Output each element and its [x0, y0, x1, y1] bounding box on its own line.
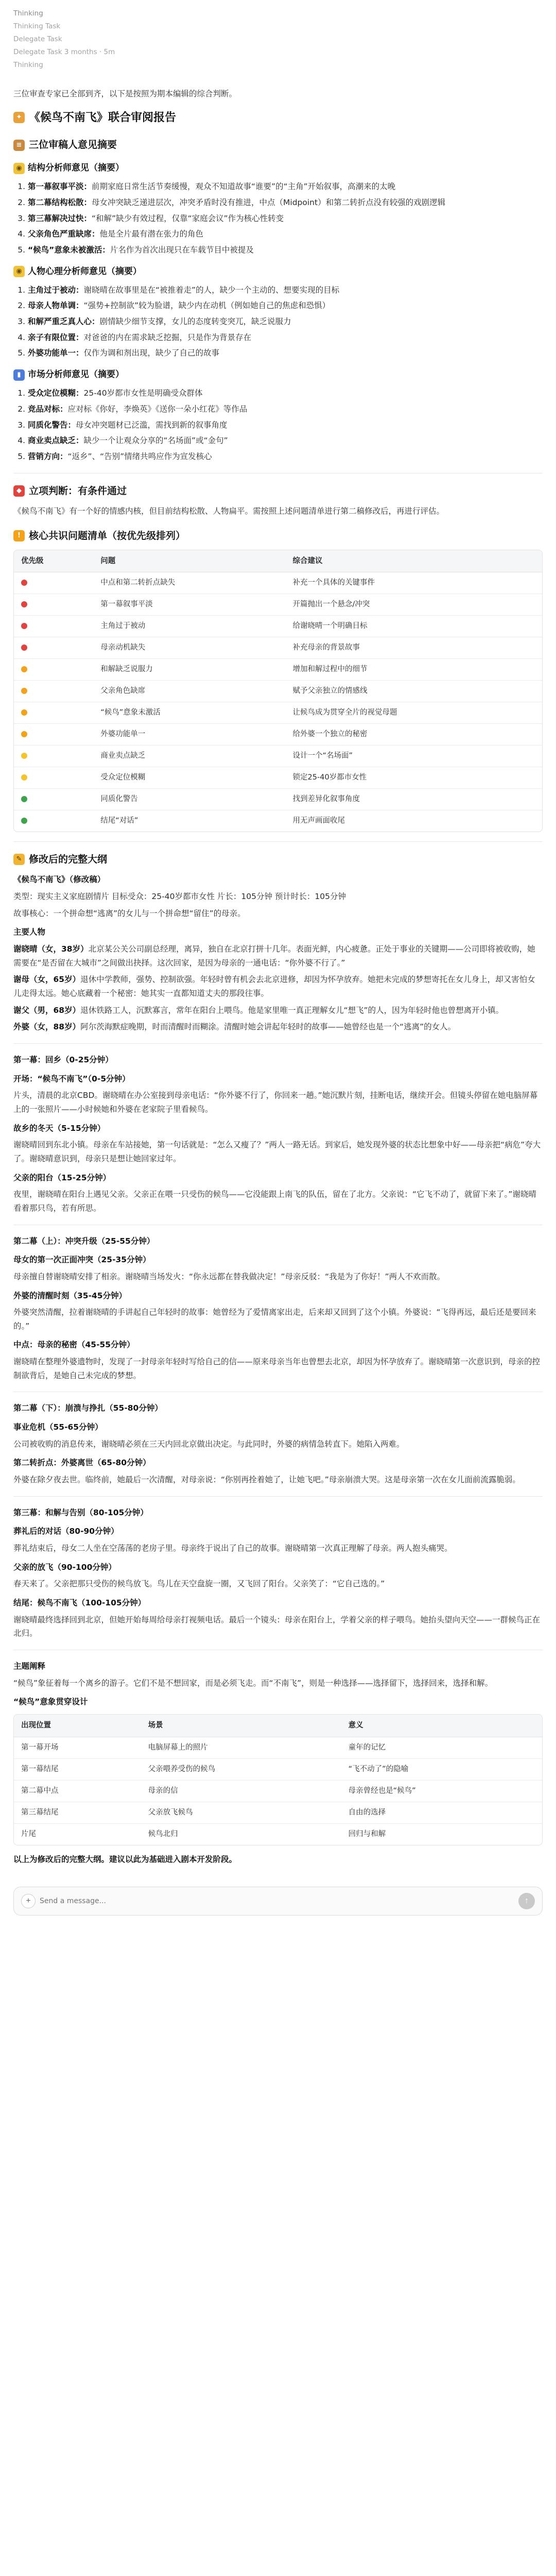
- outline-subtitle: 《候鸟不南飞》（修改稿）: [13, 875, 106, 885]
- issue-cell: 商业卖点缺乏: [93, 745, 285, 767]
- scene-heading: 第二转折点：外婆离世（65-80分钟）: [13, 1458, 151, 1468]
- motif-pos: 第一幕结尾: [14, 1758, 141, 1780]
- motif-scene: 父亲放飞候鸟: [141, 1802, 341, 1823]
- person-icon: ◉: [13, 266, 25, 277]
- intro-text: 三位审查专家已全部到齐，以下是按照为期本编辑的综合判断。: [13, 89, 237, 98]
- priority-dot-icon: [21, 818, 27, 824]
- motif-meaning: 母亲曾经也是“候鸟”: [341, 1780, 542, 1802]
- list-item: 4. 亲子有限位置：对爸爸的内在需求缺乏挖掘，只是作为背景存在: [28, 331, 543, 345]
- table-row: [14, 637, 542, 659]
- issue-cell: 受众定位模糊: [93, 767, 285, 788]
- list-item: 2. 竞品对标：应对标《你好，李焕英》《送你一朵小红花》等作品: [28, 402, 543, 416]
- motif-pos: 片尾: [21, 1829, 36, 1838]
- issue-cell: 中点和第二转折点缺失: [93, 572, 285, 594]
- send-button[interactable]: ↑: [518, 1893, 535, 1909]
- scene-text: 公司被收购的消息传来，谢晓晴必须在三天内回北京做出决定。与此同时，外婆的病情急转直下。她陷入两难。: [13, 1439, 405, 1449]
- fix-cell: 锁定25-40岁都市女性: [286, 767, 542, 788]
- pin-icon: ◆: [13, 485, 25, 497]
- priority-cell: [14, 767, 93, 788]
- table-header: 出现位置: [14, 1715, 141, 1737]
- list-item: 3. 同质化警告：母女冲突题材已泛滥，需找到新的叙事角度: [28, 418, 543, 432]
- table-row: [14, 1737, 542, 1758]
- verdict-text: 《候鸟不南飞》有一个好的情感内核，但目前结构松散、人物扁平。需按照上述问题清单进行第二稿修改后，再进行评估。: [13, 506, 445, 516]
- reviewer-c-list: [13, 386, 543, 463]
- divider: [13, 1496, 543, 1497]
- character-entry: [13, 942, 543, 970]
- list-item: 2. 母亲人物单调：“强势+控制欲”较为脸谱，缺少内在动机（例如她自己的焦虑和恐惧）: [28, 299, 543, 313]
- list-item: 3. 和解严重乏真人心：剧情缺少细节支撑，女儿的态度转变突兀，缺乏说服力: [28, 315, 543, 329]
- thinking-line[interactable]: Delegate Task: [13, 35, 62, 43]
- fix-cell: 增加和解过程中的细节: [286, 659, 542, 681]
- motif-meaning: 回归与和解: [348, 1829, 386, 1838]
- reviewer-b-title: ◉ 人物心理分析师意见（摘要）: [13, 264, 543, 279]
- table-row: [14, 1780, 542, 1802]
- priority-cell: [14, 745, 93, 767]
- scene-text: 春天来了。父亲把那只受伤的候鸟放飞。鸟儿在天空盘旋一圈，又飞回了阳台。父亲笑了：“它自己选的。”: [13, 1579, 385, 1589]
- scene-heading: 父亲的放飞（90-100分钟）: [13, 1562, 116, 1572]
- chart-icon: ▮: [13, 369, 25, 381]
- character-name: 谢父（男，68岁）: [13, 1005, 81, 1015]
- priority-dot-icon: [21, 645, 27, 651]
- thinking-line[interactable]: Thinking: [13, 9, 43, 18]
- outline-meta: 类型：现实主义家庭剧情片 目标受众：25-40岁都市女性 片长：105分钟 预计时长：105分钟: [13, 892, 346, 902]
- table-row: [14, 745, 542, 767]
- fix-cell: 赋予父亲独立的情感线: [286, 681, 542, 702]
- table-row: [14, 572, 542, 594]
- divider: [13, 841, 543, 842]
- thinking-line[interactable]: Delegate Task 3 months · 5m: [13, 47, 115, 56]
- character-entry: [13, 1020, 543, 1034]
- fix-cell: 补充母亲的背景故事: [286, 637, 542, 659]
- list-item: 1. 第一幕叙事平淡：前期家庭日常生活节奏缓慢，观众不知道故事“谁要”的“主角”开始叙事，高潮来的太晚: [28, 180, 543, 194]
- priority-dot-icon: [21, 731, 27, 737]
- motif-scene: 父亲喂养受伤的候鸟: [141, 1758, 341, 1780]
- motif-title: “候鸟”意象贯穿设计: [13, 1697, 88, 1707]
- table-row: [14, 1823, 542, 1844]
- thinking-log: [0, 0, 556, 77]
- table-row: [14, 767, 542, 788]
- character-name: 谢晓晴（女，38岁）: [13, 944, 89, 954]
- scene-text: 外婆突然清醒，拉着谢晓晴的手讲起自己年轻时的故事：她曾经为了爱情离家出走，后来却又回到了这个小镇。外婆说：“飞得再远，最后还是要回来的。”: [13, 1308, 536, 1331]
- act1-title: 第一幕：回乡（0-25分钟）: [13, 1055, 113, 1064]
- issue-cell: 主角过于被动: [93, 616, 285, 637]
- table-row: [14, 702, 542, 724]
- closing-text: 以上为修改后的完整大纲。建议以此为基础进入剧本开发阶段。: [13, 1854, 237, 1864]
- issue-cell: 外婆功能单一: [93, 724, 285, 745]
- list-item: 5. 营销方向：“返乡”、“告别”情绪共鸣应作为宣发核心: [28, 450, 543, 464]
- table-row: [14, 1758, 542, 1780]
- scene-heading: 父亲的阳台（15-25分钟）: [13, 1173, 111, 1182]
- table-row: [14, 810, 542, 831]
- scene-text: 谢晓晴在整理外婆遗物时，发现了一封母亲年轻时写给自己的信——原来母亲当年也曾想去北京，却因为怀孕放弃了。谢晓晴第一次意识到，母亲的控制欲背后，是她自己未完成的梦想。: [13, 1357, 541, 1380]
- section-outline-title: ✎ 修改后的完整大纲: [13, 851, 543, 868]
- issues-table: [13, 550, 543, 832]
- scene-heading: 中点：母亲的秘密（45-55分钟）: [13, 1340, 135, 1350]
- table-row: [14, 594, 542, 616]
- table-row: [14, 724, 542, 745]
- character-desc: 退休铁路工人，沉默寡言，常年在阳台上喂鸟。他是家里唯一真正理解女儿“想飞”的人，因为年轻时他也曾想离开小镇。: [80, 1005, 504, 1015]
- characters-title: 主要人物: [13, 927, 46, 937]
- priority-cell: [14, 572, 93, 594]
- fix-cell: 用无声画面收尾: [292, 816, 345, 825]
- fix-cell: 找到差异化叙事角度: [286, 788, 542, 810]
- reviewer-a-title: ◉ 结构分析师意见（摘要）: [13, 161, 543, 176]
- character-entry: [13, 973, 543, 1000]
- fix-cell: 给谢晓晴一个明确目标: [286, 616, 542, 637]
- motif-meaning: “飞不动了”的隐喻: [341, 1758, 542, 1780]
- list-item: 1. 主角过于被动：谢晓晴在故事里是在“被推着走”的人，缺少一个主动的、想要实现的目标: [28, 283, 543, 297]
- list-item: 4. 父亲角色严重缺席：他是全片最有潜在张力的角色: [28, 227, 543, 241]
- priority-dot-icon: [21, 688, 27, 694]
- scene-text: 片头，清晨的北京CBD。谢晓晴在办公室接到母亲电话：“你外婆不行了，你回来一趟。”她沉默片刻，挂断电话，继续开会。但镜头停留在她电脑屏幕上的一张照片——小时候她和外婆在老家院子里看候鸟。: [13, 1091, 538, 1114]
- scene-heading: 葬礼后的对话（80-90分钟）: [13, 1527, 119, 1536]
- priority-cell: [14, 724, 93, 745]
- message-composer: [13, 1887, 543, 1916]
- section-priority-title: ! 核心共识问题清单（按优先级排列）: [13, 528, 543, 545]
- reviewer-b-list: [13, 283, 543, 360]
- message-input[interactable]: [40, 1897, 518, 1905]
- list-item: 5. 外婆功能单一：仅作为调和剂出现，缺少了自己的故事: [28, 346, 543, 360]
- scene-heading: 故乡的冬天（5-15分钟）: [13, 1123, 106, 1133]
- priority-dot-icon: [21, 796, 27, 802]
- table-row: [14, 659, 542, 681]
- fix-cell: 设计一个“名场面”: [286, 745, 542, 767]
- table-row: [14, 1802, 542, 1823]
- issue-cell: 父亲角色缺席: [93, 681, 285, 702]
- fix-cell: 开篇抛出一个悬念/冲突: [286, 594, 542, 616]
- scene-text: 夜里，谢晓晴在阳台上遇见父亲。父亲正在喂一只受伤的候鸟——它没能跟上南飞的队伍，留在了北方。父亲说：“它飞不动了，就留下来了。”谢晓晴看着那只鸟，若有所思。: [13, 1190, 536, 1213]
- motif-meaning: 自由的选择: [341, 1802, 542, 1823]
- character-name: 外婆（女，88岁）: [13, 1022, 81, 1032]
- table-row: [14, 788, 542, 810]
- divider: [13, 1043, 543, 1044]
- motif-scene: 电脑屏幕上的照片: [141, 1737, 341, 1758]
- theme-text: “候鸟”象征着每一个离乡的游子。它们不是不想回家，而是必须飞走。而“不南飞”，则是一种选择——选择留下，选择回来，选择和解。: [13, 1678, 493, 1688]
- issue-cell: 第一幕叙事平淡: [93, 594, 285, 616]
- motif-table: [13, 1714, 543, 1845]
- list-item: 4. 商业卖点缺乏：缺少一个让观众分享的“名场面”或“金句”: [28, 434, 543, 448]
- priority-dot-icon: [21, 774, 27, 781]
- scroll-icon: ≡: [13, 140, 25, 151]
- table-header: 综合建议: [286, 550, 542, 572]
- priority-cell: [14, 594, 93, 616]
- motif-meaning: 童年的记忆: [341, 1737, 542, 1758]
- character-name: 谢母（女，65岁）: [13, 975, 81, 985]
- priority-dot-icon: [21, 601, 27, 607]
- motif-scene: 候鸟北归: [148, 1829, 178, 1838]
- fix-cell: 让候鸟成为贯穿全片的视觉母题: [286, 702, 542, 724]
- table-row: [14, 616, 542, 637]
- character-entry: [13, 1004, 543, 1018]
- priority-dot-icon: [21, 753, 27, 759]
- pencil-icon: ✎: [13, 854, 25, 865]
- motif-pos: 第二幕中点: [14, 1780, 141, 1802]
- outline-logline: 故事核心：一个拼命想“逃离”的女儿与一个拼命想“留住”的母亲。: [13, 908, 246, 918]
- table-header: 场景: [141, 1715, 341, 1737]
- scene-text: 葬礼结束后，母女二人坐在空荡荡的老房子里。母亲终于说出了自己的故事。谢晓晴第一次真正理解了母亲。两人抱头痛哭。: [13, 1544, 453, 1553]
- fix-cell: 补充一个具体的关键事件: [286, 572, 542, 594]
- priority-cell: [14, 659, 93, 681]
- report-title: ✦ 《候鸟不南飞》联合审阅报告: [13, 108, 543, 128]
- fix-cell: 给外婆一个独立的秘密: [286, 724, 542, 745]
- priority-cell: [14, 788, 93, 810]
- list-item: 2. 第二幕结构松散：母女冲突缺乏递进层次，冲突矛盾时没有推进，中点（Midpoint）和第二转折点没有较强的戏剧逻辑: [28, 196, 543, 210]
- theme-title: 主题阐释: [13, 1661, 46, 1671]
- scene-text: 谢晓晴回到东北小镇。母亲在车站接她，第一句话就是：“怎么又瘦了？”两人一路无话。到家后，她发现外婆的状态比想象中好——母亲把“病危”夸大了。谢晓晴意识到，母亲只是想让她回家过年。: [13, 1140, 541, 1163]
- book-icon: ✦: [13, 112, 25, 123]
- priority-cell: [14, 810, 93, 831]
- issue-cell: 和解缺乏说服力: [93, 659, 285, 681]
- issue-cell: 同质化警告: [93, 788, 285, 810]
- warning-icon: !: [13, 530, 25, 541]
- scene-text: 外婆在除夕夜去世。临终前，她最后一次清醒，对母亲说：“你别再拴着她了，让她飞吧。”母亲崩溃大哭。这是母亲第一次在女儿面前流露脆弱。: [13, 1475, 520, 1485]
- scene-heading: 结尾：候鸟不南飞（100-105分钟）: [13, 1598, 146, 1607]
- character-desc: 北京某公关公司副总经理，离异，独自在北京打拼十几年。表面光鲜，内心疲惫。正处于事业的关键期——公司即将被收购，她需要在“是否留在大城市”之间做出抉择。这次回家，是因为母亲的一通电话：“你外婆不行了。”: [13, 944, 535, 968]
- motif-scene: 母亲的信: [141, 1780, 341, 1802]
- scene-heading: 母女的第一次正面冲突（25-35分钟）: [13, 1255, 151, 1265]
- scene-text: 母亲擅自替谢晓晴安排了相亲。谢晓晴当场发火：“你永远都在替我做决定！”母亲反驳：“我是为了你好！”两人不欢而散。: [13, 1272, 445, 1281]
- scene-text: 谢晓晴最终选择回到北京，但她开始每周给母亲打视频电话。最后一个镜头：母亲在阳台上，学着父亲的样子喂鸟。她抬头望向天空——一群候鸟正在北归。: [13, 1615, 541, 1638]
- attach-button[interactable]: +: [21, 1894, 36, 1908]
- list-item: 5. “候鸟”意象未被激活：片名作为首次出现只在车载节目中被提及: [28, 243, 543, 257]
- thinking-line[interactable]: Thinking Task: [13, 22, 61, 30]
- table-row: [14, 681, 542, 702]
- character-desc: 阿尔茨海默症晚期，时而清醒时而糊涂。清醒时她会讲起年轻时的故事——她曾经也是一个“逃离”的女人。: [80, 1022, 456, 1032]
- act2a-title: 第二幕（上）：冲突升级（25-55分钟）: [13, 1236, 155, 1246]
- bulb-icon: ◉: [13, 163, 25, 174]
- reviewer-c-title: ▮ 市场分析师意见（摘要）: [13, 367, 543, 382]
- act3-title: 第三幕：和解与告别（80-105分钟）: [13, 1507, 148, 1517]
- priority-cell: [14, 637, 93, 659]
- act2b-title: 第二幕（下）：崩溃与挣扎（55-80分钟）: [13, 1403, 163, 1413]
- table-header: 问题: [93, 550, 285, 572]
- priority-cell: [14, 681, 93, 702]
- thinking-line[interactable]: Thinking: [13, 60, 43, 69]
- character-desc: 退休中学教师，强势、控制欲强。年轻时曾有机会去北京进修，却因为怀孕放弃。她把未完成的梦想寄托在女儿身上，却又害怕女儿走得太远。她心底藏着一个秘密：她其实一直都知道丈夫的那段往事。: [13, 975, 535, 998]
- reviewer-a-list: [13, 180, 543, 257]
- priority-dot-icon: [21, 580, 27, 586]
- scene-heading: 外婆的清醒时刻（35-45分钟）: [13, 1291, 127, 1300]
- list-item: 1. 受众定位模糊：25-40岁都市女性是明确受众群体: [28, 386, 543, 400]
- priority-cell: [14, 616, 93, 637]
- list-item: 3. 第三幕解决过快：“和解”缺少有效过程，仅靠“家庭会议”作为核心性转变: [28, 212, 543, 226]
- issue-cell: “候鸟”意象未激活: [93, 702, 285, 724]
- priority-dot-icon: [21, 623, 27, 629]
- assistant-message: [0, 77, 556, 1879]
- section-reviewers-title: ≡ 三位审稿人意见摘要: [13, 137, 543, 154]
- issue-cell: 母亲动机缺失: [93, 637, 285, 659]
- scene-heading: 事业危机（55-65分钟）: [13, 1422, 103, 1432]
- issue-cell: 结尾“对话”: [100, 816, 138, 825]
- table-header: 优先级: [14, 550, 93, 572]
- motif-pos: 第一幕开场: [14, 1737, 141, 1758]
- scene-heading: 开场：“候鸟不南飞”（0-5分钟）: [13, 1074, 130, 1083]
- priority-cell: [14, 702, 93, 724]
- section-issues-title: ◆ 立项判断：有条件通过: [13, 483, 543, 500]
- priority-dot-icon: [21, 666, 27, 672]
- priority-dot-icon: [21, 709, 27, 716]
- motif-pos: 第三幕结尾: [14, 1802, 141, 1823]
- table-header: 意义: [341, 1715, 542, 1737]
